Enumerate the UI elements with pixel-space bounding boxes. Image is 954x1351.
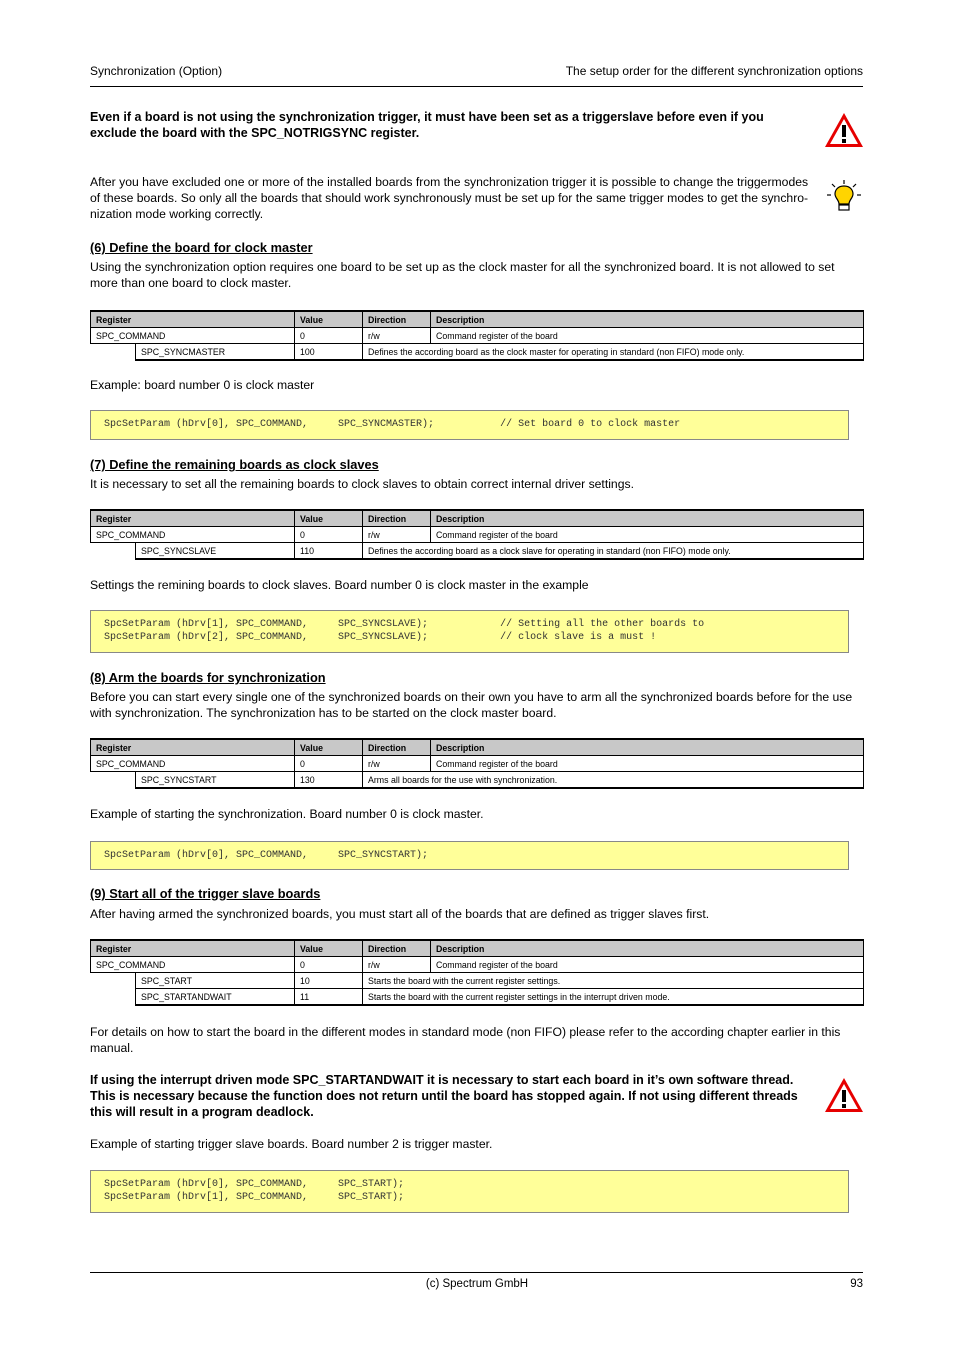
section-7-example-label: Settings the remining boards to clock slaves. Board number 0 is clock master in the example	[90, 578, 589, 592]
footer-copyright: (c) Spectrum GmbH	[425, 1278, 529, 1290]
lightbulb-icon	[826, 179, 862, 213]
code-block-sync-start: SpcSetParam (hDrv[0], SPC_COMMAND, SPC_SYNCSTART);	[90, 841, 849, 870]
col-register: Register	[91, 739, 295, 756]
col-description: Description	[431, 739, 864, 756]
table-row: SPC_SYNCMASTER 100 Defines the according board as the clock master for operating in standard (non FIFO) mode only.	[91, 344, 864, 361]
register-table-start	[90, 939, 864, 1006]
table-row: SPC_STARTANDWAIT 11 Starts the board with the current register settings in the interrupt driven mode.	[91, 989, 864, 1006]
section-6-text: Using the synchronization option requires one board to be set up as the clock master for all the synchronized board. It is not allowed to set more than one board to clock master.	[90, 260, 835, 290]
table-row: SPC_COMMAND 0 r/w Command register of the board	[91, 527, 864, 543]
section-7-text: It is necessary to set all the remaining boards to clock slaves to obtain correct internal driver settings.	[90, 477, 634, 491]
col-description: Description	[431, 510, 864, 527]
col-value: Value	[295, 739, 363, 756]
section-7-title: (7) Define the remaining boards as clock slaves	[90, 457, 379, 472]
col-direction: Direction	[363, 311, 431, 328]
table-row: SPC_COMMAND 0 r/w Command register of the board	[91, 328, 864, 344]
table-row: SPC_START 10 Starts the board with the current register settings.	[91, 973, 864, 989]
running-header-left: Synchronization (Option)	[90, 64, 223, 78]
section-9-title: (9) Start all of the trigger slave boards	[90, 886, 321, 901]
register-table-clock-master	[90, 310, 864, 361]
code-block-clock-slave: SpcSetParam (hDrv[1], SPC_COMMAND, SPC_SYNCSLAVE); // Setting all the other boards to SpcSetParam (hDrv[2], SPC_COMMAND, SPC_SYNCSLAVE); // clock slave is a must !	[90, 610, 849, 653]
note-text-triggermodes: After you have excluded one or more of the installed boards from the synchronization trigger it is possible to change the triggermodes of these boards. So only all the boards that should work synchronously must be set up for the same trigger modes to get the synchro-nization mode working correctly.	[90, 175, 809, 221]
col-value: Value	[295, 940, 363, 957]
col-description: Description	[431, 940, 864, 957]
table-row: SPC_COMMAND 0 r/w Command register of the board	[91, 756, 864, 772]
col-register: Register	[91, 510, 295, 527]
section-9-details: For details on how to start the board in the different modes in standard mode (non FIFO) please refer to the according chapter earlier in this manual.	[90, 1025, 841, 1055]
col-description: Description	[431, 311, 864, 328]
section-6-title: (6) Define the board for clock master	[90, 240, 313, 255]
col-direction: Direction	[363, 940, 431, 957]
section-9-text: After having armed the synchronized boards, you must start all of the boards that are defined as trigger slaves first.	[90, 907, 710, 921]
page-number: 93	[850, 1278, 863, 1290]
warning-text-notrigsync: Even if a board is not using the synchronization trigger, it must have been set as a triggerslave before even if you exclude the board with the SPC_NOTRIGSYNC register.	[90, 110, 764, 140]
warning-text-startandwait: If using the interrupt driven mode SPC_STARTANDWAIT it is necessary to start each board in it’s own software thread. This is necessary because the function does not return until the board has stopped again. If not using different threads this will result in a program deadlock.	[90, 1073, 798, 1119]
col-value: Value	[295, 510, 363, 527]
register-table-clock-slave	[90, 509, 864, 560]
col-direction: Direction	[363, 510, 431, 527]
register-table-sync-start	[90, 738, 864, 789]
col-value: Value	[295, 311, 363, 328]
table-row: SPC_SYNCSLAVE 110 Defines the according board as a clock slave for operating in standard (non FIFO) mode only.	[91, 543, 864, 560]
warning-triangle-icon	[823, 1076, 865, 1114]
table-row: SPC_COMMAND 0 r/w Command register of the board	[91, 957, 864, 973]
section-8-title: (8) Arm the boards for synchronization	[90, 670, 326, 685]
section-6-example-label: Example: board number 0 is clock master	[90, 378, 315, 392]
section-9-example-label: Example of starting trigger slave boards. Board number 2 is trigger master.	[90, 1137, 493, 1151]
col-register: Register	[91, 940, 295, 957]
running-header-right: The setup order for the different synchronization options	[565, 64, 863, 78]
code-block-clock-master: SpcSetParam (hDrv[0], SPC_COMMAND, SPC_SYNCMASTER); // Set board 0 to clock master	[90, 410, 849, 440]
table-row: SPC_SYNCSTART 130 Arms all boards for the use with synchronization.	[91, 772, 864, 789]
warning-triangle-icon	[823, 111, 865, 149]
section-8-example-label: Example of starting the synchronization. Board number 0 is clock master.	[90, 807, 484, 821]
code-block-start: SpcSetParam (hDrv[0], SPC_COMMAND, SPC_START); SpcSetParam (hDrv[1], SPC_COMMAND, SPC_START);	[90, 1170, 849, 1213]
col-register: Register	[91, 311, 295, 328]
header-rule	[90, 86, 863, 87]
col-direction: Direction	[363, 739, 431, 756]
section-8-text: Before you can start every single one of the synchronized boards on their own you have to arm all the synchronized boards before for the use with synchronization. The synchronization has to be started on the clock master board.	[90, 690, 853, 720]
footer-rule	[90, 1272, 863, 1273]
